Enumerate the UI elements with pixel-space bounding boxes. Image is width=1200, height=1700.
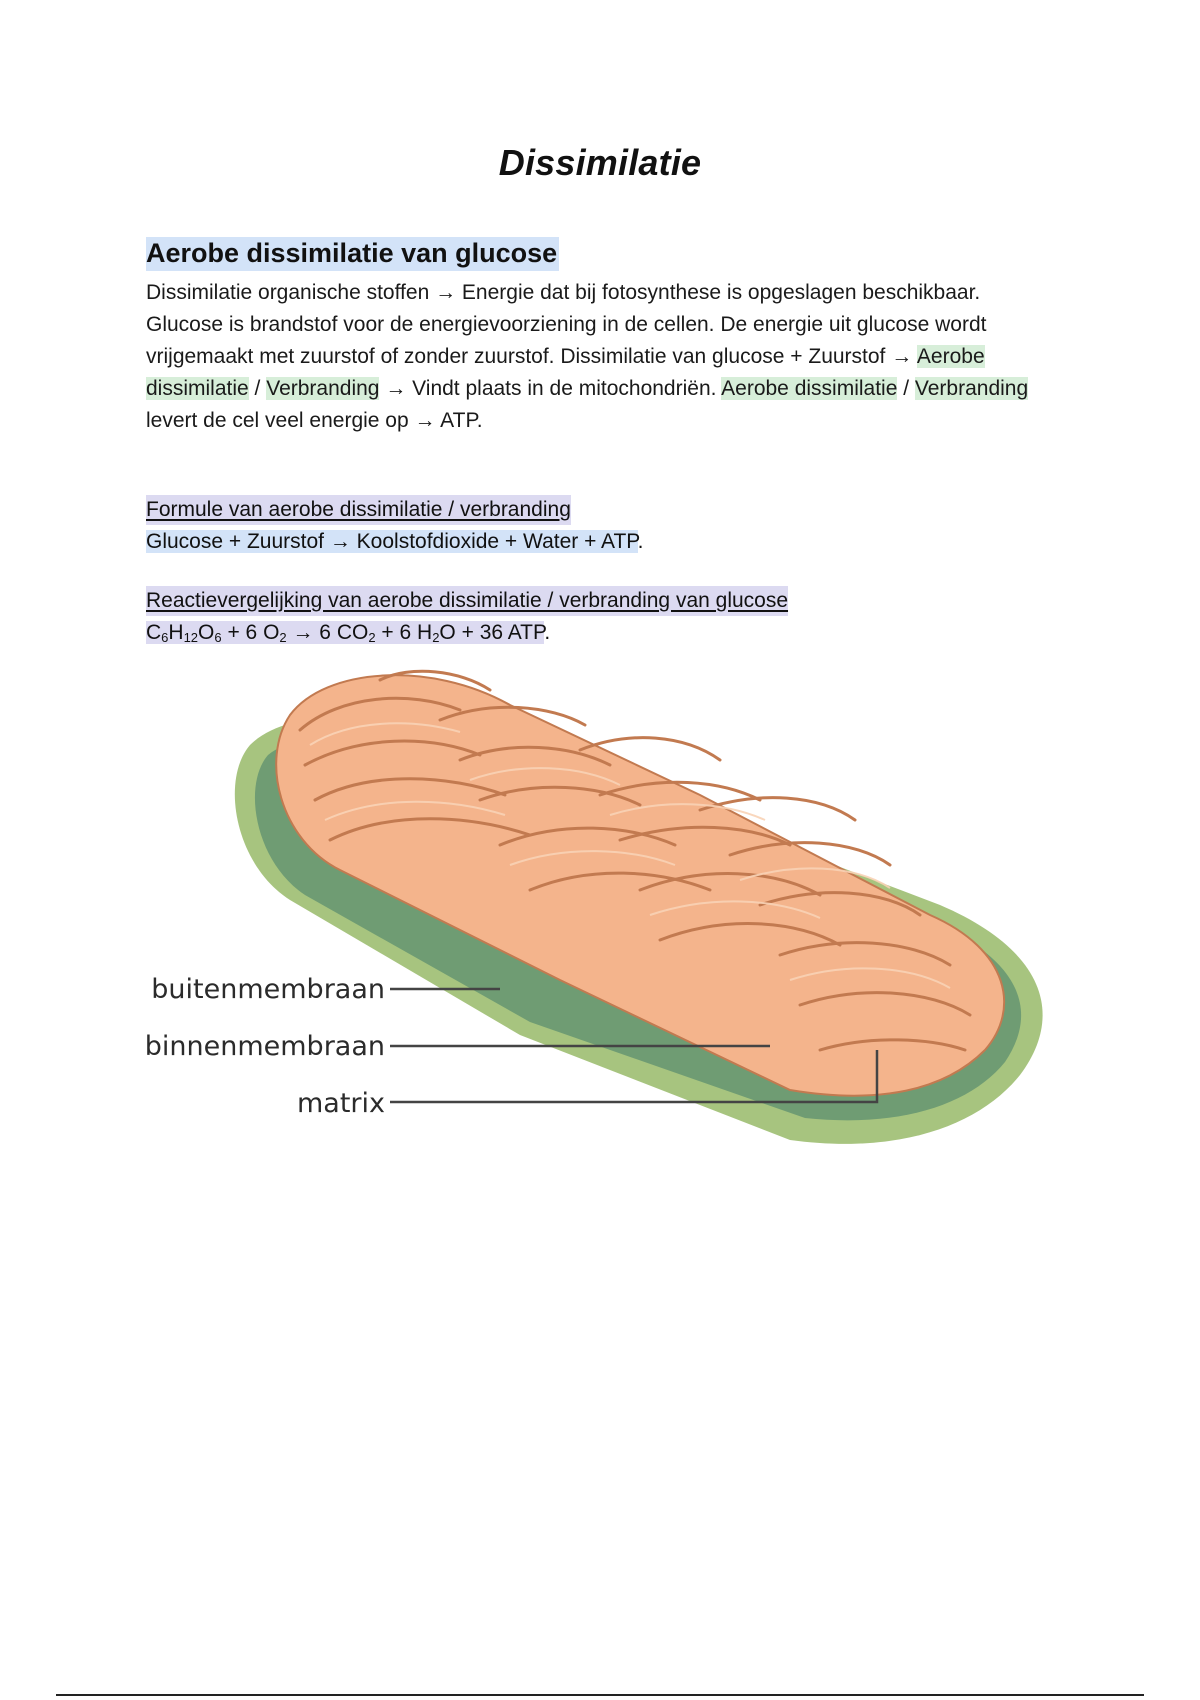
eq-part: H [168, 621, 184, 644]
page-title: Dissimilatie [498, 142, 702, 183]
eq-part: C [146, 621, 162, 644]
eq-subscript: 6 [214, 630, 222, 645]
formula-period: . [637, 530, 644, 553]
eq-subscript: 2 [432, 630, 440, 645]
paragraph-text: Dissimilatie organische stoffen → Energie dat bij fotosynthese is opgeslagen beschikbaar. Glucose is brandstof voor de energievoorziening in de cellen. De energie uit glucose wordt vrijgemaakt met zuurstof of zonder zuurstof. Dissimilatie van glucose + Zuurstof → [146, 281, 987, 368]
label-matrix: matrix [296, 1088, 385, 1119]
eq-part: O + 36 ATP [439, 621, 545, 644]
highlight-verbranding: Verbranding [266, 377, 380, 400]
reaction-equation [146, 617, 1046, 649]
separator: / [897, 377, 915, 400]
chemical-equation [146, 621, 544, 644]
eq-subscript: 2 [368, 630, 376, 645]
word-formula: Glucose + Zuurstof → Koolstofdioxide + Water + ATP [146, 530, 638, 553]
highlight-aerobe: Aerobe dissimilatie [721, 377, 898, 400]
eq-part: + 6 H [375, 621, 433, 644]
formula-line [146, 526, 1046, 558]
mitochondrion-diagram [140, 650, 1070, 1170]
equation-period: . [544, 621, 551, 644]
footer-rule [56, 1694, 1144, 1696]
highlight-aerobe: Aerobe dissimilatie [146, 345, 985, 400]
formula-heading: Formule van aerobe dissimilatie / verbranding [146, 495, 571, 525]
section-heading: Aerobe dissimilatie van glucose [146, 237, 559, 271]
section-aerobe-dissimilatie [146, 238, 1046, 437]
eq-subscript: 6 [161, 630, 169, 645]
separator: / [248, 377, 267, 400]
reaction-heading: Reactievergelijking van aerobe dissimilatie / verbranding van glucose [146, 586, 788, 616]
reaction-section [146, 586, 1046, 649]
paragraph-text: levert de cel veel energie op → ATP. [146, 409, 483, 432]
eq-part: → 6 CO [286, 621, 369, 644]
section-paragraph [146, 277, 1046, 437]
label-binnenmembraan: binnenmembraan [144, 1031, 385, 1062]
highlight-verbranding: Verbranding [914, 377, 1029, 400]
eq-part: + 6 O [221, 621, 280, 644]
formula-section [146, 495, 1046, 558]
eq-subscript: 12 [183, 630, 199, 645]
paragraph-text: → Vindt plaats in de mitochondriën. [379, 377, 722, 400]
eq-part: O [198, 621, 215, 644]
eq-subscript: 2 [279, 630, 287, 645]
label-buitenmembraan: buitenmembraan [151, 974, 385, 1005]
